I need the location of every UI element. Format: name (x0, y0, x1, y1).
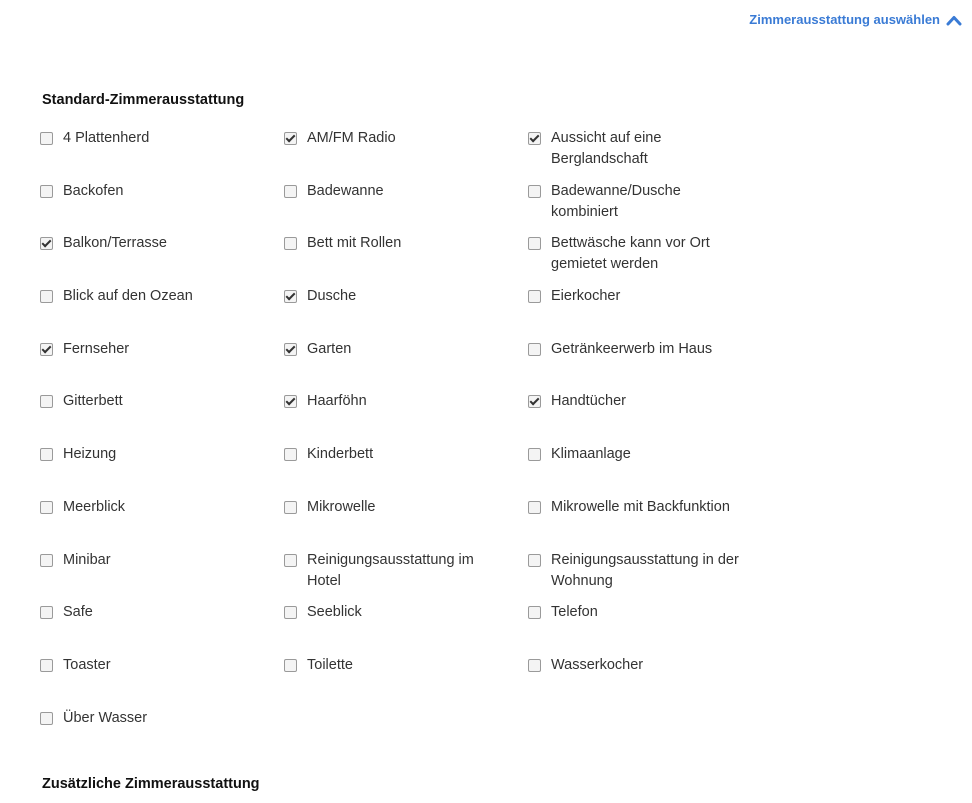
amenity-checkbox-item[interactable] (528, 341, 772, 394)
amenity-checkbox-item[interactable] (528, 393, 772, 446)
amenity-label: Mikrowelle (307, 498, 376, 515)
amenity-checkbox-item[interactable] (284, 393, 528, 446)
amenity-label: Eierkocher (551, 288, 621, 305)
amenity-label: Blick auf den Ozean (63, 288, 193, 305)
amenity-checkbox-item[interactable] (40, 446, 284, 499)
amenity-label: Seeblick (307, 604, 362, 621)
amenity-label: Bett mit Rollen (307, 235, 402, 252)
amenity-label: Aussicht auf eine Berglandschaft (551, 130, 662, 167)
amenity-checkbox[interactable] (528, 237, 541, 250)
amenity-checkbox[interactable] (40, 185, 53, 198)
amenity-checkbox-item[interactable] (40, 552, 284, 605)
amenity-checkbox[interactable] (284, 501, 297, 514)
amenity-checkbox-item[interactable] (284, 235, 528, 288)
toggle-amenities-label: Zimmerausstattung auswählen (749, 12, 940, 27)
amenity-label: Über Wasser (63, 709, 148, 726)
amenity-checkbox-item[interactable] (284, 552, 528, 605)
amenity-label: Gitterbett (63, 393, 123, 410)
amenity-checkbox-item[interactable] (40, 710, 284, 763)
amenity-checkbox[interactable] (284, 395, 297, 408)
amenity-checkbox-item[interactable] (528, 130, 772, 183)
amenity-label: AM/FM Radio (307, 130, 396, 146)
amenity-label: Reinigungsausstattung in der Wohnung (551, 551, 739, 589)
amenity-checkbox-item[interactable] (528, 604, 772, 657)
amenity-checkbox-item[interactable] (528, 235, 772, 288)
amenity-checkbox[interactable] (284, 606, 297, 619)
amenity-label: Minibar (63, 551, 111, 568)
amenity-checkbox-item[interactable] (528, 288, 772, 341)
amenity-checkbox[interactable] (528, 659, 541, 672)
amenity-label: Kinderbett (307, 446, 374, 463)
amenity-label: Bettwäsche kann vor Ort gemietet werden (551, 235, 710, 273)
amenity-checkbox-item[interactable] (40, 183, 284, 236)
amenity-checkbox-item[interactable] (40, 235, 284, 288)
amenity-checkbox[interactable] (40, 554, 53, 567)
amenity-checkbox-item[interactable] (284, 604, 528, 657)
chevron-up-icon (946, 14, 962, 26)
amenity-label: Fernseher (63, 340, 130, 357)
amenity-checkbox-grid (40, 130, 780, 762)
amenity-label: Telefon (551, 604, 598, 621)
amenity-checkbox-item[interactable] (528, 499, 772, 552)
amenity-checkbox[interactable] (40, 132, 53, 145)
amenity-checkbox-item[interactable] (284, 183, 528, 236)
amenity-checkbox-item[interactable] (40, 130, 284, 183)
amenity-checkbox-item[interactable] (528, 657, 772, 710)
amenity-label: 4 Plattenherd (63, 130, 150, 146)
amenity-checkbox[interactable] (528, 343, 541, 356)
amenity-checkbox-item[interactable] (40, 393, 284, 446)
amenity-checkbox-item[interactable] (528, 183, 772, 236)
amenity-checkbox[interactable] (40, 237, 53, 250)
amenity-checkbox[interactable] (284, 132, 297, 145)
amenity-label: Wasserkocher (551, 656, 644, 673)
amenity-checkbox[interactable] (40, 395, 53, 408)
amenity-checkbox[interactable] (284, 237, 297, 250)
amenity-label: Meerblick (63, 498, 126, 515)
amenity-checkbox-item[interactable] (40, 657, 284, 710)
amenity-checkbox[interactable] (40, 659, 53, 672)
amenity-checkbox[interactable] (284, 185, 297, 198)
amenity-checkbox[interactable] (284, 290, 297, 303)
amenity-checkbox[interactable] (528, 395, 541, 408)
amenity-checkbox[interactable] (528, 132, 541, 145)
amenity-checkbox[interactable] (284, 343, 297, 356)
amenity-checkbox[interactable] (528, 554, 541, 567)
section-title-extra: Zusätzliche Zimmerausstattung (42, 776, 260, 792)
amenity-checkbox-item[interactable] (284, 341, 528, 394)
amenity-label: Mikrowelle mit Backfunktion (551, 498, 730, 515)
amenity-checkbox-item[interactable] (40, 499, 284, 552)
amenity-label: Safe (63, 604, 93, 621)
amenity-checkbox[interactable] (40, 501, 53, 514)
amenity-label: Getränkeerwerb im Haus (551, 340, 713, 357)
amenity-checkbox[interactable] (40, 343, 53, 356)
amenity-label: Toilette (307, 656, 353, 673)
amenity-checkbox[interactable] (528, 290, 541, 303)
amenity-checkbox[interactable] (284, 659, 297, 672)
section-title-standard: Standard-Zimmerausstattung (42, 92, 245, 108)
amenity-checkbox-item[interactable] (284, 446, 528, 499)
amenity-checkbox-item[interactable] (284, 288, 528, 341)
amenity-checkbox[interactable] (284, 448, 297, 461)
amenity-checkbox[interactable] (528, 606, 541, 619)
amenity-checkbox[interactable] (40, 712, 53, 725)
amenity-checkbox[interactable] (528, 501, 541, 514)
amenity-label: Garten (307, 340, 352, 357)
amenity-checkbox-item[interactable] (528, 552, 772, 605)
amenity-checkbox-item[interactable] (40, 604, 284, 657)
amenity-checkbox[interactable] (40, 606, 53, 619)
amenity-checkbox-item[interactable] (40, 341, 284, 394)
amenity-checkbox-item[interactable] (528, 446, 772, 499)
amenity-checkbox-item[interactable] (284, 657, 528, 710)
toggle-amenities-link[interactable] (749, 12, 962, 27)
amenity-checkbox[interactable] (40, 290, 53, 303)
amenity-label: Badewanne (307, 182, 384, 199)
amenity-checkbox-item[interactable] (284, 499, 528, 552)
amenity-label: Klimaanlage (551, 446, 631, 463)
amenity-label: Heizung (63, 446, 117, 463)
amenity-label: Balkon/Terrasse (63, 235, 167, 252)
amenity-label: Handtücher (551, 393, 626, 410)
amenity-checkbox[interactable] (528, 185, 541, 198)
amenity-label: Reinigungsausstattung im Hotel (307, 551, 474, 589)
amenity-label: Haarföhn (307, 393, 367, 410)
amenity-checkbox[interactable] (40, 448, 53, 461)
amenity-label: Backofen (63, 182, 124, 199)
amenity-label: Dusche (307, 288, 357, 305)
amenity-checkbox[interactable] (528, 448, 541, 461)
amenity-checkbox-item[interactable] (40, 288, 284, 341)
amenity-checkbox[interactable] (284, 554, 297, 567)
amenity-label: Toaster (63, 656, 111, 673)
amenity-checkbox-item[interactable] (284, 130, 528, 183)
amenity-label: Badewanne/Dusche kombiniert (551, 182, 681, 220)
